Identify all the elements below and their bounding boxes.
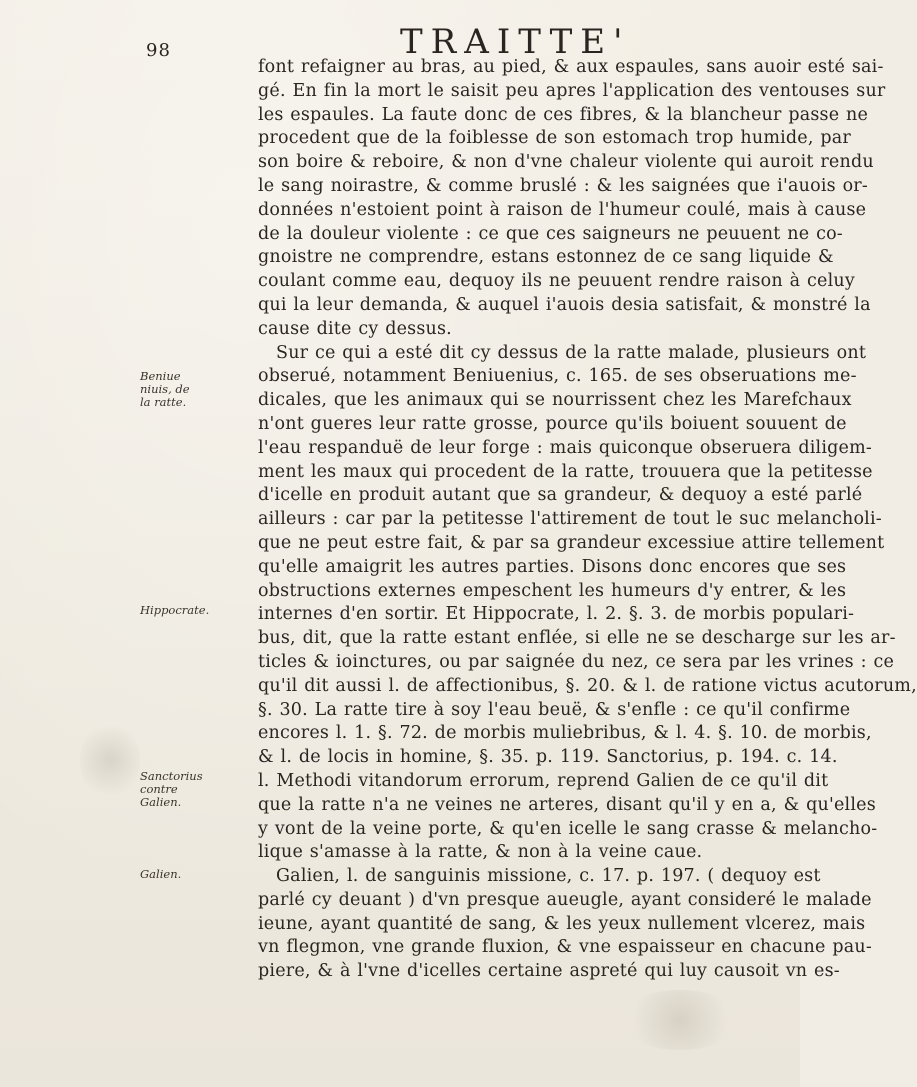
text-line: ticles & ioinctures, ou par saignée du nez, ce sera par les vrines : ce bbox=[258, 651, 895, 672]
text-line: gnoistre ne comprendre, estans estonnez de ce sang liquide & bbox=[258, 247, 834, 268]
text-line: piere, & à l'vne d'icelles certaine aspreté qui luy causoit vn es- bbox=[258, 961, 840, 982]
text-line: coulant comme eau, dequoy ils ne peuuent rendre raison à celuy bbox=[258, 271, 855, 292]
text-line: que la ratte n'a ne veines ne arteres, disant qu'il y en a, & qu'elles bbox=[258, 794, 876, 815]
text-line: obstructions externes empeschent les humeurs d'y entrer, & les bbox=[258, 580, 847, 601]
text-line: font refaigner au bras, au pied, & aux espaules, sans auoir esté sai- bbox=[258, 57, 884, 77]
margin-note-sanctorius: Sanctorius contre Galien. bbox=[140, 769, 203, 809]
text-line: lique s'amasse à la ratte, & non à la veine caue. bbox=[258, 842, 703, 863]
text-line: Galien, l. de sanguinis missione, c. 17. p. 197. ( dequoy est bbox=[276, 866, 821, 887]
text-line: ment les maux qui procedent de la ratte, trouuera que la petitesse bbox=[258, 461, 873, 482]
text-line: l'eau respanduë de leur forge : mais quiconque obseruera diligem- bbox=[258, 437, 872, 458]
text-line: gé. En fin la mort le saisit peu apres l'application des ventouses sur bbox=[258, 80, 886, 101]
text-line: internes d'en sortir. Et Hippocrate, l. 2. §. 3. de morbis populari- bbox=[258, 604, 855, 625]
text-line: encores l. 1. §. 72. de morbis muliebribus, & l. 4. §. 10. de morbis, bbox=[258, 723, 872, 744]
text-line: qui la leur demanda, & auquel i'auois desia satisfait, & monstré la bbox=[258, 294, 871, 315]
margin-note-galien: Galien. bbox=[140, 867, 182, 881]
text-line: que ne peut estre fait, & par sa grandeur excessiue attire tellement bbox=[258, 532, 885, 553]
text-line: procedent que de la foiblesse de son estomach trop humide, par bbox=[258, 128, 851, 149]
text-line: n'ont gueres leur ratte grosse, pource qu'ils boiuent souuent de bbox=[258, 413, 847, 434]
text-line: y vont de la veine porte, & qu'en icelle le sang crasse & melancho- bbox=[258, 818, 878, 839]
text-line: le sang noirastre, & comme bruslé : & les saignées que i'auois or- bbox=[258, 175, 868, 196]
text-line: ieune, ayant quantité de sang, & les yeux nullement vlcerez, mais bbox=[258, 913, 866, 934]
text-line: son boire & reboire, & non d'vne chaleur violente qui auroit rendu bbox=[258, 152, 874, 173]
text-line: Sur ce qui a esté dit cy dessus de la ratte malade, plusieurs ont bbox=[276, 342, 867, 363]
text-line: l. Methodi vitandorum errorum, reprend Galien de ce qu'il dit bbox=[258, 770, 829, 791]
text-line: qu'elle amaigrit les autres parties. Disons donc encores que ses bbox=[258, 556, 847, 577]
text-line: & l. de locis in homine, §. 35. p. 119. Sanctorius, p. 194. c. 14. bbox=[258, 747, 838, 768]
text-line: cause dite cy dessus. bbox=[258, 318, 452, 339]
text-line: d'icelle en produit autant que sa grandeur, & dequoy a esté parlé bbox=[258, 485, 863, 506]
text-line: données n'estoient point à raison de l'humeur coulé, mais à cause bbox=[258, 199, 867, 220]
text-line: de la douleur violente : ce que ces saigneurs ne peuuent ne co- bbox=[258, 223, 843, 244]
running-title: TRAITTE' bbox=[400, 22, 631, 62]
text-line: bus, dit, que la ratte estant enflée, si elle ne se descharge sur les ar- bbox=[258, 628, 896, 649]
text-line: qu'il dit aussi l. de affectionibus, §. 20. & l. de ratione victus acutorum, bbox=[258, 675, 917, 696]
body-text bbox=[258, 56, 917, 984]
text-line: dicales, que les animaux qui se nourrissent chez les Marefchaux bbox=[258, 390, 852, 411]
page-header bbox=[0, 18, 800, 62]
text-line: §. 30. La ratte tire à soy l'eau beuë, & s'enfle : ce qu'il confirme bbox=[258, 699, 851, 720]
page-number: 98 bbox=[146, 40, 171, 61]
text-line: obserué, notamment Beniuenius, c. 165. de ses obseruations me- bbox=[258, 366, 857, 387]
text-line: les espaules. La faute donc de ces fibres, & la blancheur passe ne bbox=[258, 104, 869, 125]
paper-stain bbox=[80, 720, 140, 800]
margin-note-hippocrate: Hippocrate. bbox=[140, 603, 210, 617]
text-line: parlé cy deuant ) d'vn presque aueugle, ayant consideré le malade bbox=[258, 889, 872, 910]
paper-stain bbox=[620, 990, 740, 1050]
text-line: ailleurs : car par la petitesse l'attirement de tout le suc melancholi- bbox=[258, 509, 882, 530]
text-line: vn flegmon, vne grande fluxion, & vne espaisseur en chacune pau- bbox=[258, 937, 872, 958]
margin-note-beniuenius: Beniue niuis, de la ratte. bbox=[140, 369, 190, 409]
